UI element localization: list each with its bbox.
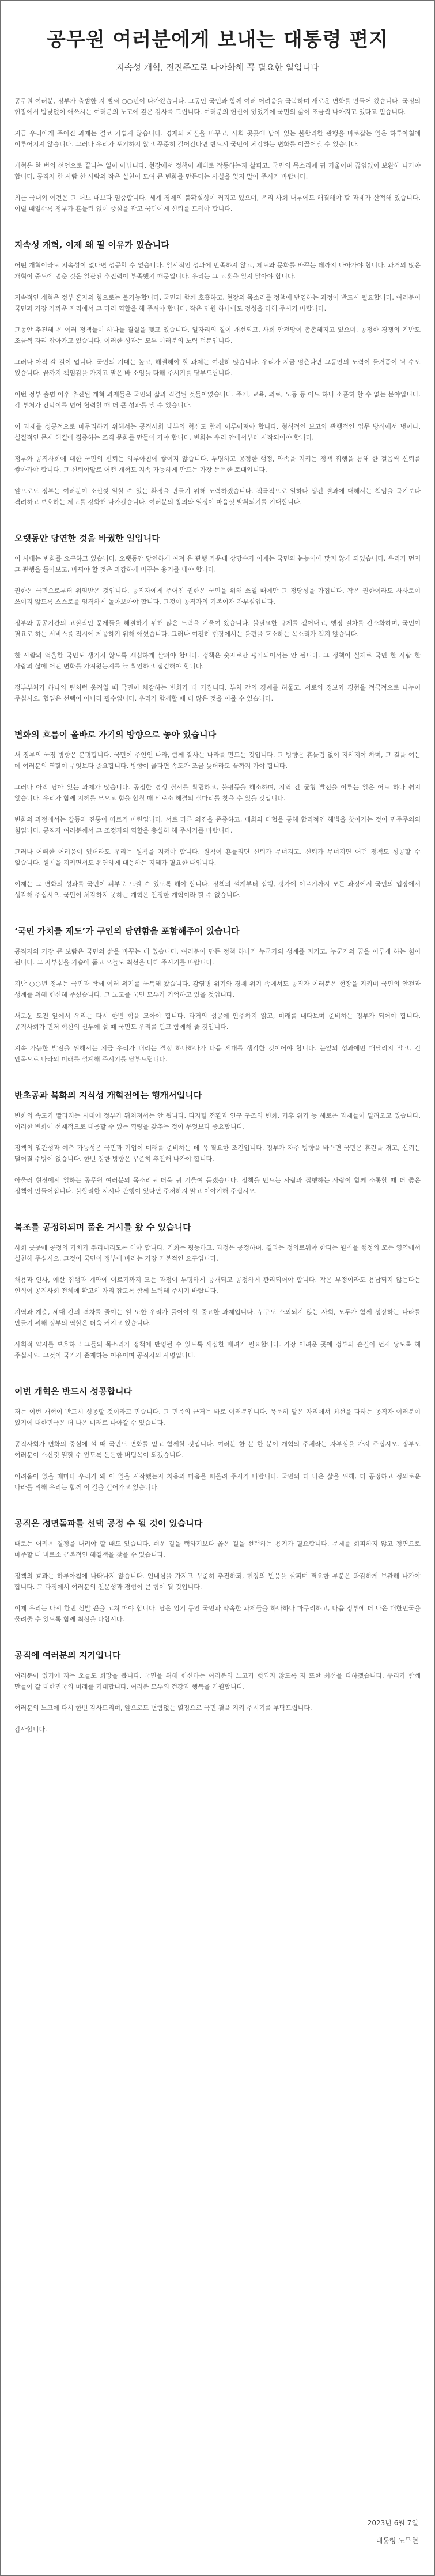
intro-paragraph: 개혁은 한 번의 선언으로 끝나는 일이 아닙니다. 현장에서 정책이 제대로 작동하는지 살피고, 국민의 목소리에 귀 기울이며 끊임없이 보완해 나가야 합니다. 공직자 한 사람 한 사람의 작은 실천이 모여 큰 변화를 만든다는 사실을 잊지 말아 주시기 바랍니다. (14, 162, 421, 180)
section-paragraph: 그러나 아직 남아 있는 과제가 많습니다. 공정한 경쟁 질서를 확립하고, 불평등을 해소하며, 지역 간 균형 발전을 이루는 일은 어느 하나 쉽지 않습니다. 우리가 함께 지혜를 모으고 힘을 합칠 때 비로소 해결의 실마리를 찾을 수 있을 것입니다. (14, 784, 421, 802)
section-paragraph: 지속 가능한 발전을 위해서는 지금 우리가 내리는 결정 하나하나가 다음 세대를 생각한 것이어야 합니다. 눈앞의 성과에만 매달리지 말고, 긴 안목으로 나라의 미래를 설계해 주시기를 당부드립니다. (14, 1045, 421, 1063)
section-heading: 공직에 여러분의 지기입니다 (14, 1650, 121, 1660)
section-paragraph: 여러분이 있기에 저는 오늘도 희망을 봅니다. 국민을 위해 헌신하는 여러분의 노고가 헛되지 않도록 저 또한 최선을 다하겠습니다. 우리가 함께 만들어 갈 대한민국의 미래를 기대합니다. 여러분 모두의 건강과 행복을 기원합니다. (14, 1672, 421, 1690)
section-paragraph: 저는 이번 개혁이 반드시 성공할 것이라고 믿습니다. 그 믿음의 근거는 바로 여러분입니다. 묵묵히 맡은 자리에서 최선을 다하는 공직자 여러분이 있기에 대한민국은 더 나은 미래로 나아갈 수 있습니다. (14, 1408, 421, 1427)
section-paragraph: 아울러 현장에서 일하는 공무원 여러분의 목소리도 더욱 귀 기울여 듣겠습니다. 정책을 만드는 사람과 집행하는 사람이 함께 소통할 때 더 좋은 정책이 만들어집니다. 불합리한 지시나 관행이 있다면 주저하지 말고 이야기해 주십시오. (14, 1177, 421, 1195)
section-paragraph: 이번 정부 출범 이후 추진된 개혁 과제들은 국민의 삶과 직결된 것들이었습니다. 주거, 교육, 의료, 노동 등 어느 하나 소홀히 할 수 없는 분야입니다. 각 부처가 칸막이를 넘어 협력할 때 더 큰 성과를 낼 수 있습니다. (14, 391, 421, 409)
section-paragraph: 새 정부의 국정 방향은 분명합니다. 국민이 주인인 나라, 함께 잘사는 나라를 만드는 것입니다. 그 방향은 흔들림 없이 지켜져야 하며, 그 길을 여는 데 여러분의 역할이 무엇보다 중요합니다. 방향이 옳다면 속도가 조금 늦더라도 끝까지 가야 합니다. (14, 751, 421, 770)
section-paragraph: 사회 곳곳에 공정의 가치가 뿌리내리도록 해야 합니다. 기회는 평등하고, 과정은 공정하며, 결과는 정의로워야 한다는 원칙을 행정의 모든 영역에서 실천해 주십시오. 그것이 국민이 정부에 바라는 가장 기본적인 요구입니다. (14, 1244, 421, 1262)
section-paragraph: 정부부처가 하나의 팀처럼 움직일 때 국민이 체감하는 변화가 더 커집니다. 부처 간의 경계를 허물고, 서로의 정보와 경험을 적극적으로 나누어 주십시오. 협업은 선택이 아니라 필수입니다. 우리가 함께할 때 더 많은 것을 이룰 수 있습니다. (14, 684, 421, 702)
section-heading: 이번 개혁은 반드시 성공합니다 (14, 1386, 133, 1397)
section-paragraph: 어떤 개혁이라도 지속성이 없다면 성공할 수 없습니다. 일시적인 성과에 만족하지 않고, 제도와 문화를 바꾸는 데까지 나아가야 합니다. 과거의 많은 개혁이 중도에 멈춘 것은 일관된 추진력이 부족했기 때문입니다. 우리는 그 교훈을 잊지 말아야 합니다. (14, 262, 421, 280)
section-paragraph: 사회적 약자를 보호하고 그들의 목소리가 정책에 반영될 수 있도록 세심한 배려가 필요합니다. 가장 어려운 곳에 정부의 손길이 먼저 닿도록 해 주십시오. 그것이 국가가 존재하는 이유이며 공직자의 사명입니다. (14, 1341, 421, 1359)
section-heading: 북조를 공정하되며 풀은 거시를 왔 수 있습니다 (14, 1222, 191, 1232)
letter-date: 2023년 6월 7일 (367, 2519, 418, 2527)
section-paragraph: 정책의 효과는 하루아침에 나타나지 않습니다. 인내심을 가지고 꾸준히 추진하되, 현장의 반응을 살피며 필요한 부분은 과감하게 보완해 나가야 합니다. 그 과정에서 여러분의 전문성과 경험이 큰 힘이 될 것입니다. (14, 1572, 421, 1591)
closing-line: 감사합니다. (14, 1726, 47, 1733)
section-paragraph: 채용과 인사, 예산 집행과 계약에 이르기까지 모든 과정이 투명하게 공개되고 공정하게 관리되어야 합니다. 작은 부정이라도 용납되지 않는다는 인식이 공직사회 전체에 확고히 자리 잡도록 함께 노력해 주시기 바랍니다. (14, 1276, 421, 1295)
section-paragraph: 정부와 공공기관의 고질적인 문제들을 해결하기 위해 많은 노력을 기울여 왔습니다. 불필요한 규제를 걷어내고, 행정 절차를 간소화하며, 국민이 필요로 하는 서비스를 적시에 제공하기 위해 애썼습니다. 그러나 여전히 현장에서는 불편을 호소하는 목소리가 적지 않습니다. (14, 619, 421, 638)
letter-body (14, 84, 421, 1735)
letter-subtitle: 지속성 개혁, 전진주도로 나아화해 꼭 필요한 일입니다 (116, 62, 319, 73)
letter-sections (14, 239, 421, 1713)
section-paragraph: 그러나 어떠한 어려움이 있더라도 우리는 원칙을 지켜야 합니다. 원칙이 흔들리면 신뢰가 무너지고, 신뢰가 무너지면 어떤 정책도 성공할 수 없습니다. 원칙을 지키면서도 유연하게 대응하는 지혜가 필요한 때입니다. (14, 848, 421, 867)
section-paragraph: 지난 ○○년 정부는 국민과 함께 여러 위기를 극복해 왔습니다. 감염병 위기와 경제 위기 속에서도 공직자 여러분은 현장을 지키며 국민의 안전과 생계를 위해 헌신해 주셨습니다. 그 노고를 국민 모두가 기억하고 있을 것입니다. (14, 980, 421, 998)
section-paragraph: 변화의 속도가 빨라지는 시대에 정부가 뒤처져서는 안 됩니다. 디지털 전환과 인구 구조의 변화, 기후 위기 등 새로운 과제들이 밀려오고 있습니다. 이러한 변화에 선제적으로 대응할 수 있는 역량을 갖추는 것이 무엇보다 중요합니다. (14, 1112, 421, 1130)
section-heading: 변화의 흐름이 올바로 가기의 방향으로 놓아 있습니다 (14, 729, 217, 740)
section-paragraph: 새로운 도전 앞에서 우리는 다시 한번 힘을 모아야 합니다. 과거의 성공에 안주하지 않고, 미래를 내다보며 준비하는 정부가 되어야 합니다. 공직사회가 먼저 혁신의 선두에 설 때 국민도 우리를 믿고 함께해 줄 것입니다. (14, 1012, 421, 1031)
section-heading: 반초공과 북화의 지식성 개혁전에는 행개서입니다 (14, 1090, 202, 1100)
section-paragraph: 이제 우리는 다시 한번 신발 끈을 고쳐 매야 합니다. 남은 임기 동안 국민과 약속한 과제들을 하나하나 마무리하고, 다음 정부에 더 나은 대한민국을 물려줄 수 있도록 함께 최선을 다합시다. (14, 1605, 421, 1623)
letter-footer (368, 2518, 418, 2545)
section-paragraph: 이제는 그 변화의 성과를 국민이 피부로 느낄 수 있도록 해야 합니다. 정책의 설계부터 집행, 평가에 이르기까지 모든 과정에서 국민의 입장에서 생각해 주십시오. 국민이 체감하지 못하는 개혁은 진정한 개혁이라 할 수 없습니다. (14, 880, 421, 899)
section-paragraph: 이 시대는 변화를 요구하고 있습니다. 오랫동안 당연하게 여겨 온 관행 가운데 상당수가 이제는 국민의 눈높이에 맞지 않게 되었습니다. 우리가 먼저 그 관행을 돌아보고, 바꿔야 할 것은 과감하게 바꾸는 용기를 내야 합니다. (14, 555, 421, 573)
section-paragraph: 앞으로도 정부는 여러분이 소신껏 일할 수 있는 환경을 만들기 위해 노력하겠습니다. 적극적으로 일하다 생긴 결과에 대해서는 책임을 묻기보다 격려하고 보호하는 제도를 강화해 나가겠습니다. 여러분의 창의와 열정이 마음껏 발휘되기를 기대합니다. (14, 487, 421, 506)
section-heading: ‘국민 가치를 제도’가 구인의 당연함을 포함해주어 있습니다 (14, 926, 240, 936)
section-paragraph: 공직자의 가장 큰 보람은 국민의 삶을 바꾸는 데 있습니다. 여러분이 만든 정책 하나가 누군가의 생계를 지키고, 누군가의 꿈을 이루게 하는 힘이 됩니다. 그 자부심을 가슴에 품고 오늘도 최선을 다해 주시기를 바랍니다. (14, 948, 421, 966)
section-paragraph: 공직사회가 변화의 중심에 설 때 국민도 변화를 믿고 함께할 것입니다. 여러분 한 분 한 분이 개혁의 주체라는 자부심을 가져 주십시오. 정부도 여러분이 소신껏 일할 수 있도록 든든한 버팀목이 되겠습니다. (14, 1440, 421, 1459)
section-paragraph: 권한은 국민으로부터 위임받은 것입니다. 공직자에게 주어진 권한은 국민을 위해 쓰일 때에만 그 정당성을 가집니다. 작은 권한이라도 사사로이 쓰이지 않도록 스스로를 엄격하게 돌아보아야 합니다. 그것이 공직자의 기본이자 자부심입니다. (14, 587, 421, 606)
section-paragraph: 정책의 일관성과 예측 가능성은 국민과 기업이 미래를 준비하는 데 꼭 필요한 조건입니다. 정부가 자주 방향을 바꾸면 국민은 혼란을 겪고, 신뢰는 떨어질 수밖에 없습니다. 한번 정한 방향은 꾸준히 추진해 나가야 합니다. (14, 1144, 421, 1163)
section-paragraph: 지역과 계층, 세대 간의 격차를 줄이는 일 또한 우리가 풀어야 할 중요한 과제입니다. 누구도 소외되지 않는 사회, 모두가 함께 성장하는 나라를 만들기 위해 정부의 역할은 더욱 커지고 있습니다. (14, 1308, 421, 1327)
section-heading: 오랫동안 당연한 것을 바꿨한 일입니다 (14, 533, 160, 543)
section-paragraph: 그러나 아직 갈 길이 멉니다. 국민의 기대는 높고, 해결해야 할 과제는 여전히 많습니다. 우리가 지금 멈춘다면 그동안의 노력이 물거품이 될 수도 있습니다. 끝까지 책임감을 가지고 맡은 바 소임을 다해 주시기를 당부드립니다. (14, 358, 421, 377)
section-heading: 지속성 개혁, 이제 왜 필 이유가 있습니다 (14, 240, 169, 250)
section-paragraph: 여러분의 노고에 다시 한번 감사드리며, 앞으로도 변함없는 열정으로 국민 곁을 지켜 주시기를 부탁드립니다. (14, 1704, 312, 1712)
letter-title: 공무원 여러분에게 보내는 대통령 편지 (47, 28, 388, 51)
section-paragraph: 정부와 공직사회에 대한 국민의 신뢰는 하루아침에 쌓이지 않습니다. 투명하고 공정한 행정, 약속을 지키는 정책 집행을 통해 한 걸음씩 신뢰를 쌓아가야 합니다. 그 신뢰야말로 어떤 개혁도 지속 가능하게 만드는 가장 든든한 토대입니다. (14, 455, 421, 474)
section-paragraph: 한 사람의 억울한 국민도 생기지 않도록 세심하게 살펴야 합니다. 정책은 숫자로만 평가되어서는 안 됩니다. 그 정책이 실제로 국민 한 사람 한 사람의 삶에 어떤 변화를 가져왔는지를 늘 확인하고 점검해야 합니다. (14, 652, 421, 670)
section-paragraph: 때로는 어려운 결정을 내려야 할 때도 있습니다. 쉬운 길을 택하기보다 옳은 길을 선택하는 용기가 필요합니다. 문제를 회피하지 않고 정면으로 마주할 때 비로소 근본적인 해결책을 찾을 수 있습니다. (14, 1540, 421, 1559)
intro-paragraph: 공무원 여러분, 정부가 출범한 지 벌써 ○○년이 다가왔습니다. 그동안 국민과 함께 여러 어려움을 극복하며 새로운 변화를 만들어 왔습니다. 국정의 현장에서 밤낮없이 애쓰시는 여러분의 노고에 깊은 감사를 드립니다. 여러분의 헌신이 있었기에 국민의 삶이 조금씩 나아지고 있다고 믿습니다. (14, 97, 421, 116)
letter-signature: 대통령 노무현 (376, 2537, 418, 2545)
section-heading: 공직은 정면돌파를 선택 공정 수 될 것이 있습니다 (14, 1518, 203, 1529)
intro-paragraph: 지금 우리에게 주어진 과제는 결코 가볍지 않습니다. 경제의 체질을 바꾸고, 사회 곳곳에 남아 있는 불합리한 관행을 바로잡는 일은 하루아침에 이루어지지 않습니다. 그러나 우리가 포기하지 않고 꾸준히 걸어간다면 반드시 국민이 체감하는 변화를 이끌어낼 수 있습니다. (14, 130, 421, 148)
section-paragraph: 이 과제를 성공적으로 마무리하기 위해서는 공직사회 내부의 혁신도 함께 이루어져야 합니다. 형식적인 보고와 관행적인 업무 방식에서 벗어나, 실질적인 문제 해결에 집중하는 조직 문화를 만들어 가야 합니다. 변화는 우리 안에서부터 시작되어야 합니다. (14, 423, 421, 441)
section-paragraph: 어려움이 있을 때마다 우리가 왜 이 일을 시작했는지 처음의 마음을 떠올려 주시기 바랍니다. 국민의 더 나은 삶을 위해, 더 공정하고 정의로운 나라를 위해 우리는 함께 이 길을 걸어가고 있습니다. (14, 1473, 421, 1491)
intro-paragraph: 최근 국내외 여건은 그 어느 때보다 엄중합니다. 세계 경제의 불확실성이 커지고 있으며, 우리 사회 내부에도 해결해야 할 과제가 산적해 있습니다. 이럴 때일수록 정부가 흔들림 없이 중심을 잡고 국민에게 신뢰를 드려야 합니다. (14, 194, 421, 213)
section-paragraph: 변화의 과정에서는 갈등과 진통이 따르기 마련입니다. 서로 다른 의견을 존중하고, 대화와 타협을 통해 합리적인 해법을 찾아가는 것이 민주주의의 힘입니다. 공직자 여러분께서 그 조정자의 역할을 충실히 해 주시기를 바랍니다. (14, 816, 421, 834)
section-paragraph: 그동안 추진해 온 여러 정책들이 하나둘 결실을 맺고 있습니다. 일자리의 질이 개선되고, 사회 안전망이 촘촘해지고 있으며, 공정한 경쟁의 기반도 조금씩 자리 잡아가고 있습니다. 이러한 성과는 모두 여러분의 노력 덕분입니다. (14, 326, 421, 345)
section-paragraph: 지속적인 개혁은 정부 혼자의 힘으로는 불가능합니다. 국민과 함께 호흡하고, 현장의 목소리를 정책에 반영하는 과정이 반드시 필요합니다. 여러분이 국민과 가장 가까운 자리에서 그 다리 역할을 해 주셔야 합니다. 작은 민원 하나에도 정성을 다해 주시기 바랍니다. (14, 294, 421, 312)
